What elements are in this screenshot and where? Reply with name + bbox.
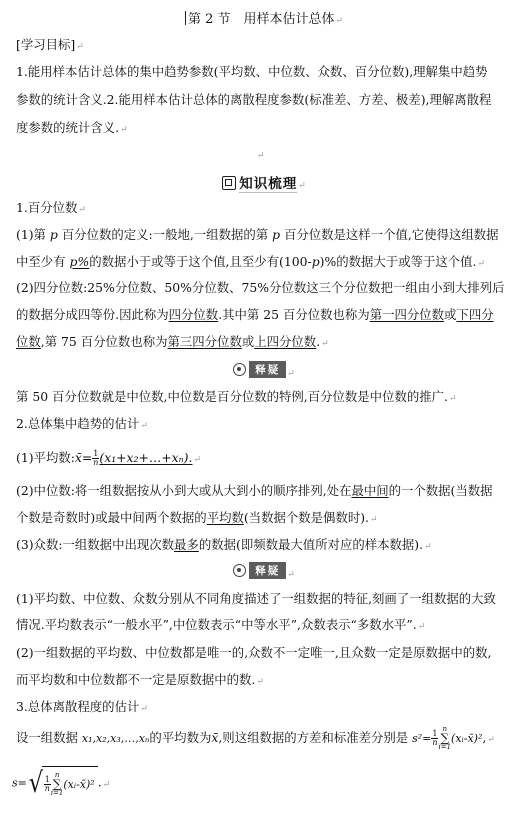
- s3-stddev-formula: s=√ $\frac{1}{n}n$ ∑ i=1(xᵢ-x̄)² .↵: [12, 766, 111, 799]
- return-mark-icon: ↵: [370, 515, 378, 525]
- sum-operator: n ∑ i=1: [438, 725, 452, 751]
- sqrt-expression: √ $\frac{1}{n}n$ ∑ i=1(xᵢ-x̄)²: [27, 766, 98, 800]
- goal-label: [学习目标]↵: [16, 37, 84, 52]
- return-mark-icon: ↵: [417, 622, 426, 632]
- page-title: 第 2 节 用样本估计总体↵: [0, 8, 528, 27]
- note-2-line-4: 而平均数和中位数都不一定是原数据中的数.↵: [16, 672, 264, 687]
- mean-fraction: $\frac{1}{n}$: [93, 449, 99, 467]
- s3-variance-line: 设一组数据 x₁,x₂,x₃,…,xₙ的平均数为x̄,则这组数据的方差和标准差分别是 s²= $\frac{1}{n}n$ ∑ i=1(xᵢ-x̄)²,↵: [16, 725, 495, 751]
- return-mark-icon: ↵: [78, 205, 86, 215]
- note-2-line-3: (2)一组数据的平均数、中位数都是唯一的,众数不一定唯一,且众数一定是原数据中的数,: [16, 645, 492, 660]
- goal-line-1: 1.能用样本估计总体的集中趋势参数(平均数、中位数、众数、百分位数),理解集中趋势: [16, 64, 488, 79]
- variance-fraction: $\frac{1}{n}$: [432, 729, 438, 747]
- return-mark-icon: ↵: [120, 125, 128, 135]
- s1-def-line-1: (1)第 p 百分位数的定义:一般地,一组数据的第 p 百分位数是这样一个值,它使得这组数据: [16, 227, 499, 242]
- s1-title: 1.百分位数↵: [16, 200, 86, 215]
- section-icon: [222, 176, 236, 190]
- goal-line-2: 参数的统计含义.2.能用样本估计总体的离散程度参数(标准差、方差、极差),理解离散程: [16, 92, 492, 107]
- section-heading: 知识梳理↵: [0, 172, 528, 192]
- return-mark-icon: ↵: [76, 42, 84, 52]
- clarify-badge-1: 释疑 ↵: [0, 362, 528, 379]
- empty-paragraph: [256, 146, 265, 164]
- return-mark-icon: ↵: [335, 16, 344, 26]
- return-mark-icon: ↵: [140, 421, 148, 431]
- s2-mean: (1)平均数:x̄= $\frac{1}{n}(x_1+x_2+\dots+x_n).↵$: [16, 449, 202, 467]
- s1-def-line-2: 中至少有 p%的数据小于或等于这个值,且至少有(100-p)%的数据大于或等于这个值.↵: [16, 254, 486, 269]
- s1-quartile-line-3: 位数,第 75 百分位数也称为第三四分位数或上四分位数.↵: [16, 334, 329, 349]
- text-cursor: [185, 11, 186, 25]
- return-mark-icon: ↵: [287, 570, 295, 580]
- return-mark-icon: ↵: [477, 259, 486, 269]
- return-mark-icon: ↵: [256, 677, 264, 687]
- s1-quartile-line-2: 的数据分成四等份.因此称为四分位数.其中第 25 百分位数也称为第一四分位数或下四分: [16, 307, 494, 322]
- goal-line-3: 度参数的统计含义.↵: [16, 120, 128, 135]
- return-mark-icon: ↵: [140, 704, 148, 714]
- bulb-icon: [233, 363, 246, 376]
- return-mark-icon: ↵: [287, 369, 295, 379]
- s2-title: 2.总体集中趋势的估计↵: [16, 416, 148, 431]
- return-mark-icon: ↵: [321, 339, 329, 349]
- s2-mode: (3)众数:一组数据中出现次数最多的数据(即频数最大值所对应的样本数据).↵: [16, 537, 432, 552]
- s2-median-line-1: (2)中位数:将一组数据按从小到大或从大到小的顺序排列,处在最中间的一个数据(当数据: [16, 483, 493, 498]
- s1-quartile-line-1: (2)四分位数:25%分位数、50%分位数、75%分位数这三个分位数把一组由小到大排列后: [16, 280, 505, 295]
- return-mark-icon: ↵: [298, 181, 306, 191]
- return-mark-icon: ↵: [193, 455, 202, 465]
- s2-median-line-2: 个数是奇数时)或最中间两个数据的平均数(当数据个数是偶数时).↵: [16, 510, 378, 525]
- return-mark-icon: ↵: [257, 151, 265, 161]
- return-mark-icon: ↵: [424, 542, 432, 552]
- return-mark-icon: ↵: [487, 735, 495, 745]
- clarify-badge-2: 释疑 ↵: [0, 563, 528, 580]
- note-1: 第 50 百分位数就是中位数,中位数是百分位数的特例,百分位数是中位数的推广.↵: [16, 389, 457, 404]
- radical-sign: √: [28, 766, 43, 799]
- s3-title: 3.总体离散程度的估计↵: [16, 699, 148, 714]
- note-2-line-2: 情况.平均数表示“一般水平”,中位数表示“中等水平”,众数表示“多数水平”.↵: [16, 617, 426, 632]
- note-2-line-1: (1)平均数、中位数、众数分别从不同角度描述了一组数据的特征,刻画了一组数据的大致: [16, 591, 496, 606]
- bulb-icon: [233, 564, 246, 577]
- return-mark-icon: ↵: [102, 779, 111, 790]
- return-mark-icon: ↵: [448, 394, 457, 404]
